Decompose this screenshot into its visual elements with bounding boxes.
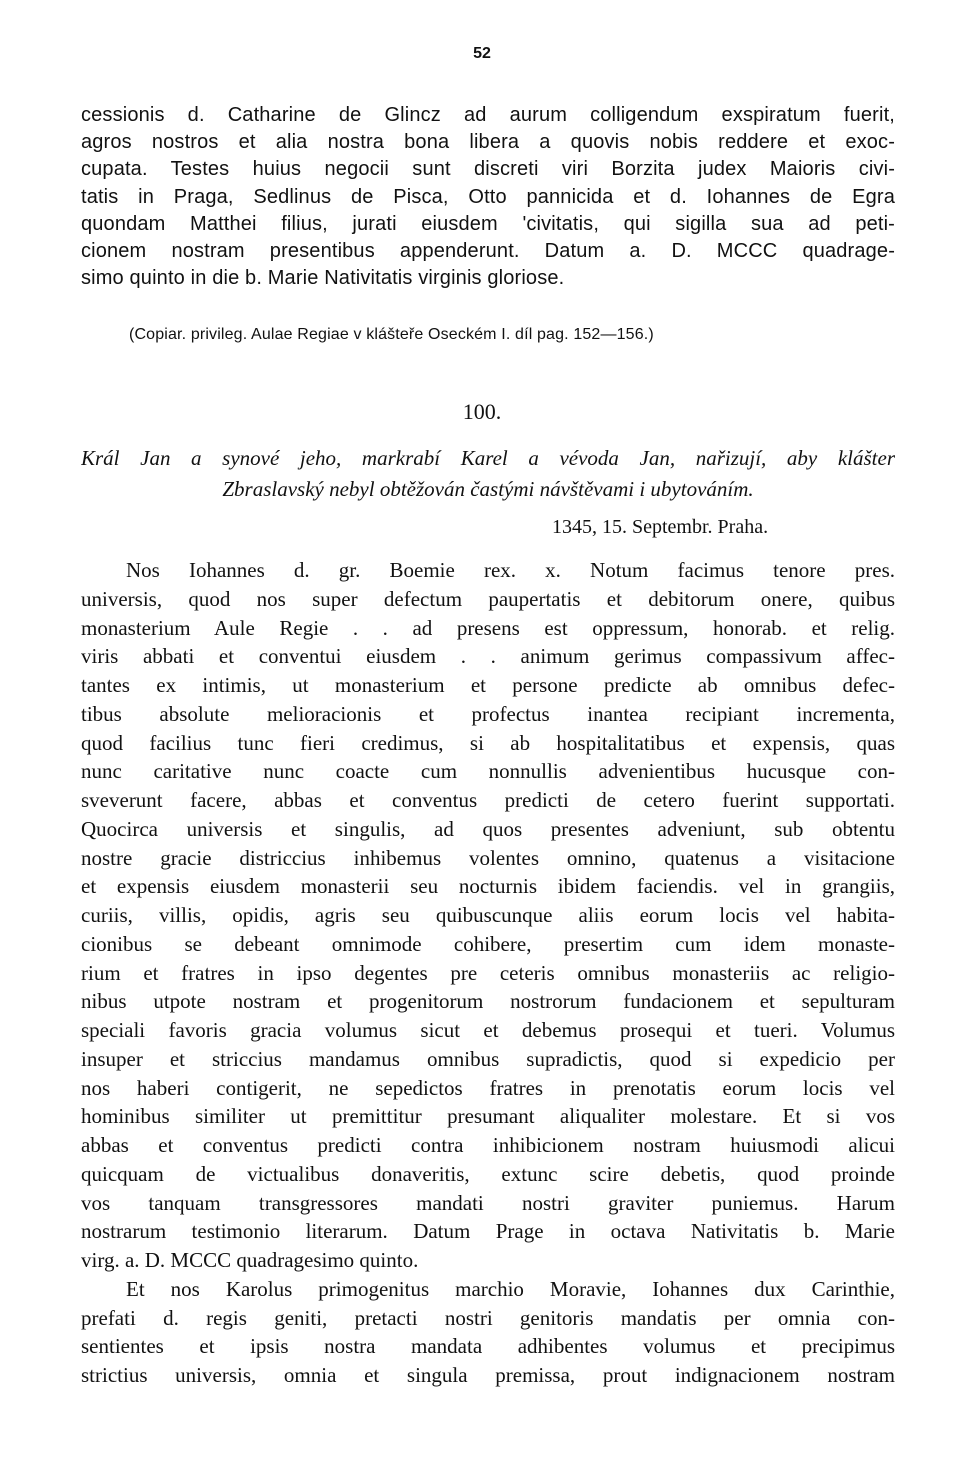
text-line: speciali favoris gracia volumus sicut et debemus prosequi et tueri. Volumus <box>81 1018 895 1042</box>
heading-line: Zbraslavský nebyl obtěžován častými návštěvami i ubytováním. <box>222 477 754 501</box>
text-line: cessionis d. Catharine de Glincz ad aurum colligendum exspiratum fuerit, <box>81 104 895 126</box>
text-line: tibus absolute melioracionis et profectus inantea recipiant incrementa, <box>81 701 895 726</box>
text-line: Quocirca universis et singulis, ad quos presentes adveniunt, sub obtentu <box>81 816 895 841</box>
text-line: Et nos Karolus primogenitus marchio Moravie, Iohannes dux Carinthie, <box>126 1276 895 1301</box>
text-line: rium et fratres in ipso degentes pre ceteris omnibus monasteriis ac religio- <box>81 960 895 985</box>
text-line: sentientes et ipsis nostra mandata adhibentes volumus et precipimus <box>81 1334 895 1359</box>
text-line: monasterium Aule Regie . . ad presens est oppressum, honorab. et relig. <box>81 615 895 640</box>
document-heading <box>81 443 895 505</box>
text-line: agros nostros et alia nostra bona libera a quovis nobis reddere et exoc- <box>81 131 895 154</box>
text-line: nibus utpote nostram et progenitorum nostrorum fundacionem et sepulturam <box>81 989 895 1014</box>
heading-line: Král Jan a synové jeho, markrabí Karel a vévoda Jan, nařizují, aby klášter <box>81 446 895 470</box>
text-line: et expensis eiusdem monasterii seu nocturnis ibidem faciendis. vel in grangiis, <box>81 874 895 899</box>
text-line: nos haberi contigerit, ne sepedictos fratres in prenotatis eorum locis vel <box>81 1075 895 1100</box>
text-line: quod facilius tunc fieri credimus, si ab hospitalitatibus et expensis, quas <box>81 730 895 755</box>
text-line: tantes ex intimis, ut monasterium et persone predicte ab omnibus defec- <box>81 673 895 697</box>
text-line: virg. a. D. MCCC quadragesimo quinto. <box>81 1248 419 1272</box>
text-line: vos tanquam transgressores mandati nostri graviter puniemus. Harum <box>81 1190 895 1215</box>
text-line: simo quinto in die b. Marie Nativitatis virginis gloriose. <box>81 267 565 290</box>
text-line: nunc caritative nunc coacte cum nonnullis advenientibus hucusque con- <box>81 759 895 784</box>
text-line: hominibus similiter ut premittitur presumant aliqualiter molestare. Et si vos <box>81 1104 895 1129</box>
dateline: 1345, 15. Septembr. Praha. <box>552 516 769 538</box>
text-line: strictius universis, omnia et singula premissa, prout indignacionem nostram <box>81 1363 895 1387</box>
text-line: quicquam de victualibus donaveritis, extunc scire debetis, quod proinde <box>81 1161 895 1186</box>
text-line: tatis in Praga, Sedlinus de Pisca, Otto pannicida et d. Iohannes de Egra <box>81 185 895 208</box>
text-line: Nos Iohannes d. gr. Boemie rex. x. Notum facimus tenore pres. <box>126 558 895 582</box>
page-number: 52 <box>473 45 491 62</box>
text-line: sveverunt facere, abbas et conventus predicti de cetero fuerint supportati. <box>81 788 895 812</box>
body-text <box>81 556 895 1390</box>
text-line: cionem nostram presentibus appenderunt. Datum a. D. MCCC quadrage- <box>81 239 895 262</box>
text-line: quondam Matthei filius, jurati eiusdem 'civitatis, qui sigilla sua ad peti- <box>81 212 895 235</box>
text-line: nostrarum testimonio literarum. Datum Prage in octava Nativitatis b. Marie <box>81 1219 895 1244</box>
document-number: 100. <box>462 399 502 424</box>
text-line: curiis, villis, opidis, agris seu quibuscunque aliis eorum locis vel habita- <box>81 903 895 927</box>
text-line: universis, quod nos super defectum paupertatis et debitorum onere, quibus <box>81 586 895 611</box>
text-line: abbas et conventus predicti contra inhibicionem nostram huiusmodi alicui <box>81 1133 895 1157</box>
citation: (Copiar. privileg. Aulae Regiae v klášteře Oseckém I. díl pag. 152—156.) <box>129 326 654 343</box>
text-line: cupata. Testes huius negocii sunt discreti viri Borzita judex Maioris civi- <box>81 158 895 181</box>
text-line: nostre gracie districcius inhibemus volentes omnino, quatenus a visitacione <box>81 845 895 870</box>
text-line: prefati d. regis geniti, pretacti nostri genitoris mandatis per omnia con- <box>81 1305 895 1330</box>
text-line: insuper et striccius mandamus omnibus supradictis, quod si expedicio per <box>81 1046 895 1071</box>
text-line: viris abbati et conventui eiusdem . . animum gerimus compassivum affec- <box>81 644 895 669</box>
text-line: cionibus se debeant omnimode cohibere, presertim cum idem monaste- <box>81 931 895 956</box>
intro-paragraph <box>81 102 895 292</box>
